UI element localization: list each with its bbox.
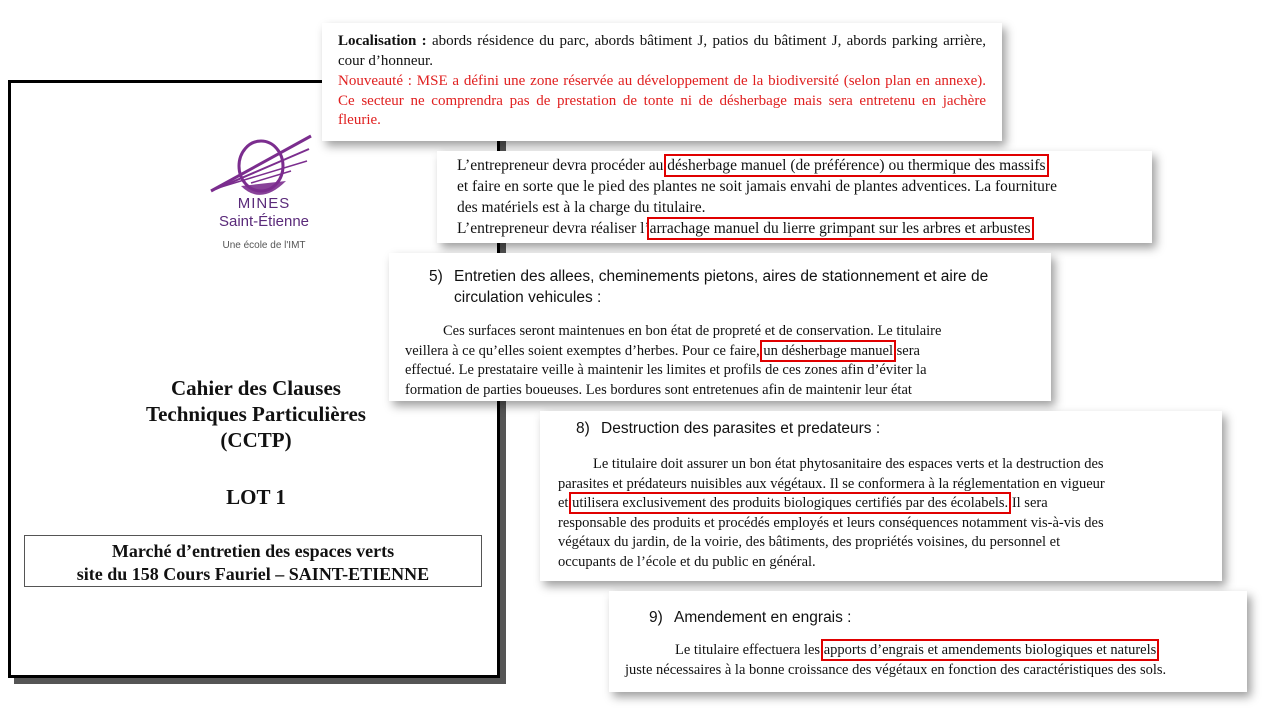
- para-text: L’entrepreneur devra procéder au: [457, 157, 668, 174]
- localisation-text: abords résidence du parc, abords bâtiment J, patios du bâtiment J, abords parking arrière, cour d’honneur.: [338, 33, 986, 69]
- para-text: des matériels est à la charge du titulaire.: [457, 199, 706, 216]
- cover-title-line: (CCTP): [220, 428, 292, 452]
- section-heading: Entretien des allees, cheminements pietons, aires de stationnement et aire de: [454, 268, 989, 285]
- cover-subtitle-box: [24, 535, 482, 587]
- cover-title: [81, 375, 431, 453]
- excerpt-localisation: [322, 23, 1002, 141]
- cover-subtitle-line: site du 158 Cours Fauriel – SAINT-ETIENNE: [76, 564, 430, 584]
- heading-number: 8): [576, 420, 590, 437]
- section-heading: Destruction des parasites et predateurs :: [601, 420, 881, 437]
- cover-subtitle-line: Marché d’entretien des espaces verts: [111, 541, 395, 561]
- cover-title-line: Cahier des Clauses: [171, 376, 341, 400]
- logo-subname: Saint-Étienne: [218, 213, 310, 230]
- excerpt-engrais: [609, 591, 1247, 692]
- para-text: parasites et prédateurs nuisibles aux végétaux. Il se conformera à la réglementation en vigueur: [558, 475, 1105, 492]
- heading-number: 9): [649, 609, 663, 626]
- para-text: Le titulaire effectuera les: [675, 642, 824, 658]
- para-text: responsable des produits et procédés employés et leurs conséquences notamment vis-à-vis des: [558, 514, 1104, 531]
- section-heading: Amendement en engrais :: [674, 609, 852, 626]
- para-text: et: [558, 495, 573, 511]
- para-text: veillera à ce qu’elles soient exemptes d’herbes. Pour ce faire,: [405, 342, 764, 359]
- para-text: L’entrepreneur devra réaliser l’: [457, 220, 650, 237]
- localisation-label: Localisation :: [338, 33, 427, 49]
- highlight-desherbage-manuel: un désherbage manuel: [763, 342, 893, 359]
- excerpt-allees: [389, 253, 1051, 401]
- para-text: végétaux du jardin, de la voirie, des bâtiments, des propriétés voisines, du personnel et: [558, 534, 1061, 550]
- highlight-produits-biologiques: utilisera exclusivement des produits biologiques certifiés par des écolabels.: [572, 495, 1009, 511]
- para-text: Le titulaire doit assurer un bon état phytosanitaire des espaces verts et la destruction des: [593, 456, 1104, 472]
- para-text: juste nécessaires à la bonne croissance des végétaux en fonction des caractéristiques des sols.: [625, 661, 1167, 678]
- para-text: et faire en sorte que le pied des plantes ne soit jamais envahi de plantes adventices. La fourniture: [457, 178, 1057, 195]
- para-text: occupants de l’école et du public en général.: [558, 553, 816, 570]
- biodiversity-note: Nouveauté : MSE a défini une zone réservée au développement de la biodiversité (selon plan en annexe). Ce secteur ne comprendra pas de prestation de tonte ni de désherbage mais sera entretenu en jachère fleurie.: [338, 73, 986, 128]
- logo-tagline: Une école de l'IMT: [222, 240, 306, 251]
- highlight-lierre: arrachage manuel du lierre grimpant sur les arbres et arbustes: [649, 220, 1031, 237]
- para-text: Ces surfaces seront maintenues en bon état de propreté et de conservation. Le titulaire: [443, 323, 942, 339]
- highlight-engrais: apports d’engrais et amendements biologiques et naturels: [823, 642, 1157, 658]
- para-text: formation de parties boueuses. Les bordures sont entretenues afin de maintenir leur état: [405, 381, 912, 398]
- excerpt-desherbage: [437, 151, 1152, 243]
- logo-name: MINES: [237, 195, 291, 212]
- highlight-desherbage: désherbage manuel (de préférence) ou thermique des massifs: [667, 157, 1046, 174]
- para-text: sera: [892, 342, 920, 359]
- para-text: Il sera: [1008, 495, 1048, 511]
- cover-title-line: Techniques Particulières: [146, 402, 366, 426]
- cover-lot: LOT 1: [226, 485, 286, 509]
- section-heading: circulation vehicules :: [454, 289, 602, 306]
- para-text: effectué. Le prestataire veille à maintenir les limites et profils de ces zones afin d’éviter la: [405, 362, 927, 378]
- heading-number: 5): [429, 268, 443, 285]
- excerpt-parasites: [540, 411, 1222, 581]
